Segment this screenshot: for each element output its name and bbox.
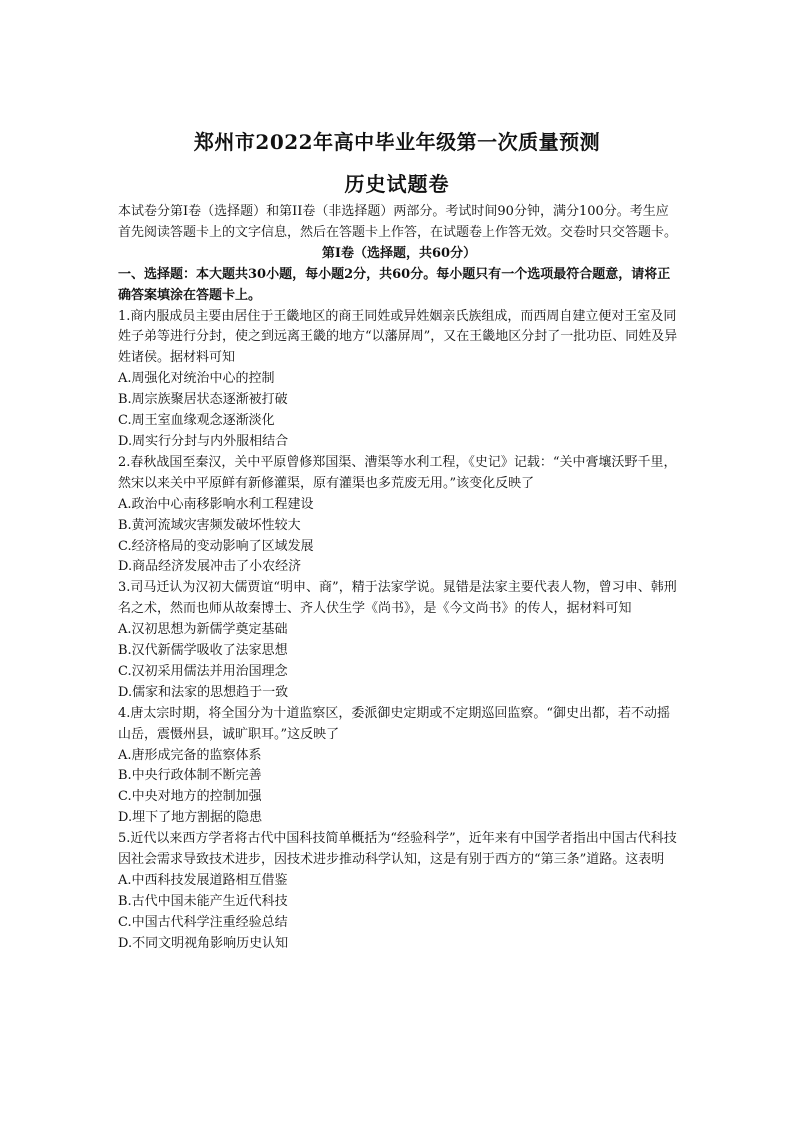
question-4 [118,704,680,829]
option-c: C.经济格局的变动影响了区域发展 [118,538,314,554]
section-instructions: 一、选择题：本大题共30小题，每小题2分，共60分。每小题只有一个选项最符合题意，请将正确答案填涂在答题卡上。 [118,266,671,303]
question-2 [118,453,680,578]
exam-content [118,202,680,955]
option-c: C.中国古代科学注重经验总结 [118,914,288,930]
option-a: A.周强化对统治中心的控制 [118,371,275,387]
option-a: A.汉初思想为新儒学奠定基础 [118,622,288,638]
question-stem: 4.唐太宗时期，将全国分为十道监察区，委派御史定期或不定期巡回监察。“御史出都，若不动摇山岳，震慑州县，诚旷职耳。”这反映了 [118,705,671,742]
option-a: A.中西科技发展道路相互借鉴 [118,873,288,888]
option-b: B.汉代新儒学吸收了法家思想 [118,643,288,659]
option-c: C.周王室血缘观念逐渐淡化 [118,413,275,429]
option-c: C.汉初采用儒法并用治国理念 [118,663,288,679]
question-5 [118,829,680,954]
option-d: D.不同文明视角影响历史认知 [118,935,289,951]
option-d: D.儒家和法家的思想趋于一致 [118,684,289,700]
option-d: D.商品经济发展冲击了小农经济 [118,559,302,575]
question-stem: 1.商内服成员主要由居住于王畿地区的商王同姓或异姓姻亲氏族组成，而西周自建立便对王室及同姓子弟等进行分封，使之到远离王畿的地方“以藩屏周”，又在王畿地区分封了一批功臣、同姓及异姓诸侯。据材料可知 [118,308,678,366]
option-d: D.周实行分封与内外服相结合 [118,433,289,449]
question-1 [118,307,680,453]
option-b: B.中央行政体制不断完善 [118,768,262,784]
exam-title: 郑州市2022年高中毕业年级第一次质量预测 [193,130,601,154]
option-b: B.周宗族聚居状态逐渐被打破 [118,392,288,408]
option-b: B.古代中国未能产生近代科技 [118,893,288,909]
exam-intro: 本试卷分第I卷（选择题）和第II卷（非选择题）两部分。考试时间90分钟，满分100分。考生应首先阅读答题卡上的文字信息，然后在答题卡上作答，在试题卷上作答无效。交卷时只交答题卡。 [118,204,678,240]
question-stem: 3.司马迁认为汉初大儒贾谊“明申、商”，精于法家学说。晁错是法家主要代表人物，曾习申、韩刑名之术，然而也师从故秦博士、齐人伏生学《尚书》，是《今文尚书》的传人，据材料可知 [118,580,677,617]
exam-subtitle: 历史试题卷 [344,172,450,196]
option-d: D.埋下了地方割据的隐患 [118,810,263,826]
option-a: A.政治中心南移影响水利工程建设 [118,496,314,512]
question-stem: 2.春秋战国至秦汉，关中平原曾修郑国渠、漕渠等水利工程，《史记》记载：“关中膏壤沃野千里，然宋以来关中平原鲜有新修灌渠，原有灌渠也多荒废无用。”该变化反映了 [118,454,677,491]
option-a: A.唐形成完备的监察体系 [118,747,262,763]
section-heading: 第I卷（选择题，共60分） [321,245,477,261]
question-3 [118,578,680,703]
option-b: B.黄河流域灾害频发破坏性较大 [118,517,301,533]
option-c: C.中央对地方的控制加强 [118,789,262,805]
question-stem: 5.近代以来西方学者将古代中国科技简单概括为“经验科学”，近年来有中国学者指出中国古代科技因社会需求导致技术进步，因技术进步推动科学认知，这是有别于西方的“第三条”道路。这表明 [118,831,677,868]
